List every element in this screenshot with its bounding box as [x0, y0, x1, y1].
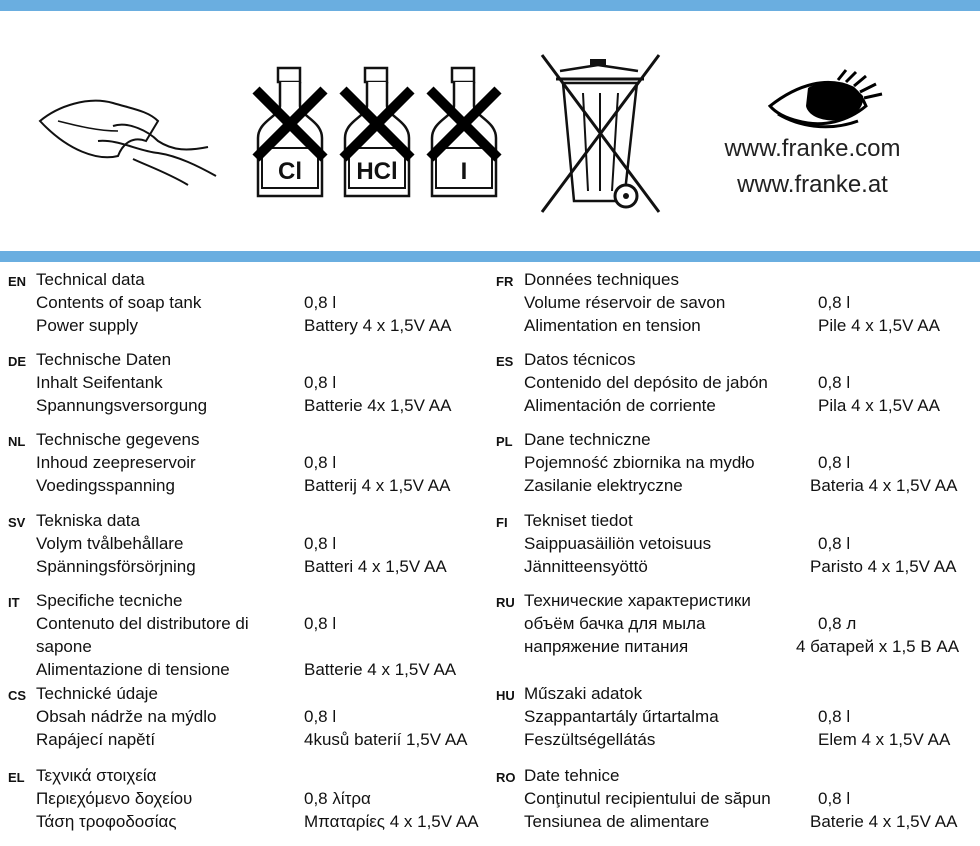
spec-value: Elem 4 x 1,5V AA: [818, 730, 951, 749]
language-code: RU: [496, 595, 515, 610]
section-title: Tekniset tiedot: [524, 511, 633, 530]
spec-label: напряжение питания: [524, 637, 689, 656]
spec-label: Alimentation en tension: [524, 316, 701, 335]
language-code: ES: [496, 354, 514, 369]
spec-label: объём бачка для мыла: [524, 614, 706, 633]
spec-value: Baterie 4 x 1,5V AA: [810, 812, 958, 831]
language-code: NL: [8, 434, 26, 449]
language-code: CS: [8, 688, 27, 703]
section-title: Datos técnicos: [524, 350, 636, 369]
language-code: EL: [8, 770, 25, 785]
spec-value: 0,8 l: [818, 789, 851, 808]
spec-value: Bateria 4 x 1,5V AA: [810, 476, 958, 495]
spec-label: Rapájecí napětí: [36, 730, 156, 749]
language-code: PL: [496, 434, 513, 449]
spec-label: Spannungsversorgung: [36, 396, 208, 415]
language-code: DE: [8, 354, 27, 369]
spec-value: 0,8 l: [304, 534, 337, 553]
hand-cloth-icon: [38, 81, 218, 186]
spec-value: 0,8 л: [818, 614, 857, 633]
spec-value: 0,8 l: [304, 614, 337, 633]
language-code: FI: [496, 515, 508, 530]
spec-value: 0,8 l: [304, 453, 337, 472]
url-franke-com[interactable]: www.franke.com: [724, 135, 901, 162]
language-code: EN: [8, 274, 27, 289]
spec-label: Tensiunea de alimentare: [524, 812, 710, 831]
section-title: Technické údaje: [36, 684, 158, 703]
spec-label: Power supply: [36, 316, 139, 335]
spec-value: Batterie 4 x 1,5V AA: [304, 660, 457, 679]
url-franke-at[interactable]: www.franke.at: [737, 171, 888, 198]
section-title: Technische Daten: [36, 350, 172, 369]
spec-label: Inhalt Seifentank: [36, 373, 163, 392]
spec-value: 4 батарей x 1,5 В AA: [796, 637, 960, 656]
spec-value: 0,8 l: [818, 453, 851, 472]
section-title: Specifiche tecniche: [36, 591, 183, 610]
spec-label: Inhoud zeepreservoir: [36, 453, 196, 472]
spec-value: Batterie 4x 1,5V AA: [304, 396, 452, 415]
spec-label: Feszültségellátás: [524, 730, 656, 749]
spec-value: Battery 4 x 1,5V AA: [304, 316, 452, 335]
spec-label: Obsah nádrže na mýdlo: [36, 707, 217, 726]
spec-label: Volume réservoir de savon: [524, 293, 726, 312]
bottle-label-cl: Cl: [278, 158, 302, 185]
spec-value: 0,8 l: [818, 534, 851, 553]
eye-icon: [768, 66, 888, 136]
section-title: Date tehnice: [524, 766, 620, 785]
spec-label: Jännitteensyöttö: [524, 557, 648, 576]
spec-value: Μπαταρίες 4 x 1,5V AA: [304, 812, 479, 831]
language-code: IT: [8, 595, 20, 610]
spec-label: Spänningsförsörjning: [36, 557, 196, 576]
spec-value: Pila 4 x 1,5V AA: [818, 396, 940, 415]
spec-label: Pojemność zbiornika na mydło: [524, 453, 755, 472]
section-title: Dane techniczne: [524, 430, 651, 449]
spec-label: Alimentazione di tensione: [36, 660, 230, 679]
spec-value: 0,8 l: [818, 293, 851, 312]
top-accent-bar: [0, 0, 980, 11]
language-code: SV: [8, 515, 26, 530]
spec-value: Batterij 4 x 1,5V AA: [304, 476, 451, 495]
spec-value: Paristo 4 x 1,5V AA: [810, 557, 957, 576]
spec-value: 0,8 l: [818, 373, 851, 392]
spec-value: 0,8 l: [304, 293, 337, 312]
crossed-bin-icon: [538, 51, 663, 216]
spec-label: Szappantartály űrtartalma: [524, 707, 719, 726]
section-title: Données techniques: [524, 270, 680, 289]
section-title: Technische gegevens: [36, 430, 200, 449]
spec-value: 4kusů baterií 1,5V AA: [304, 730, 468, 749]
spec-value: 0,8 l: [304, 373, 337, 392]
bottle-label-hcl: HCl: [356, 158, 398, 185]
spec-value: 0,8 l: [818, 707, 851, 726]
section-title: Tekniska data: [36, 511, 140, 530]
middle-accent-bar: [0, 251, 980, 262]
spec-label: Τάση τροφοδοσίας: [36, 812, 177, 831]
section-title: Τεχνικά στοιχεία: [36, 766, 157, 785]
spec-label: Voedingsspanning: [36, 476, 175, 495]
spec-label: Conţinutul recipientului de săpun: [524, 789, 771, 808]
spec-label: Περιεχόμενο δοχείου: [36, 789, 193, 808]
spec-value: 0,8 λίτρα: [304, 789, 371, 808]
spec-label: Saippuasäiliön vetoisuus: [524, 534, 712, 553]
spec-label: Zasilanie elektryczne: [524, 476, 683, 495]
icon-strip: [0, 11, 980, 251]
bottle-label-i: I: [460, 158, 468, 185]
section-title: Műszaki adatok: [524, 684, 643, 703]
spec-value: Pile 4 x 1,5V AA: [818, 316, 940, 335]
language-code: RO: [496, 770, 516, 785]
language-code: FR: [496, 274, 514, 289]
spec-label: Alimentación de corriente: [524, 396, 716, 415]
section-title: Технические характеристики: [524, 591, 751, 610]
spec-label: Contenuto del distributore di: [36, 614, 249, 633]
spec-label: Contenido del depósito de jabón: [524, 373, 768, 392]
section-title: Technical data: [36, 270, 145, 289]
language-code: HU: [496, 688, 515, 703]
spec-label-continued: sapone: [36, 637, 92, 656]
spec-value: 0,8 l: [304, 707, 337, 726]
spec-label: Volym tvålbehållare: [36, 534, 184, 553]
spec-label: Contents of soap tank: [36, 293, 202, 312]
spec-value: Batteri 4 x 1,5V AA: [304, 557, 447, 576]
